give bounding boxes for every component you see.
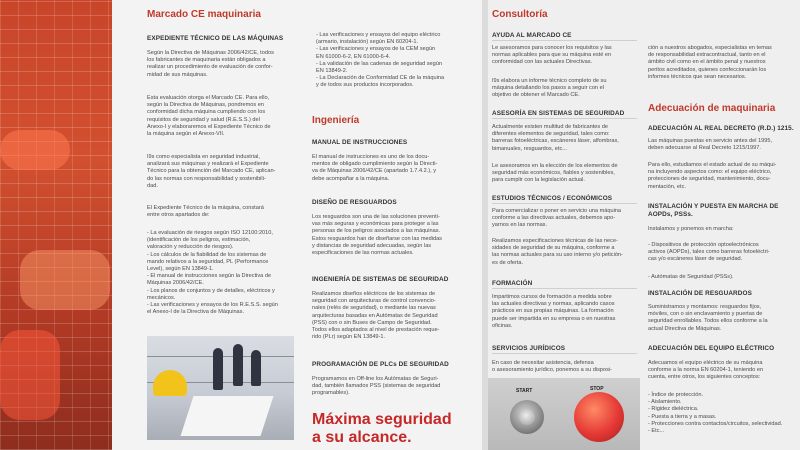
engineers-helmet-photo	[147, 336, 294, 440]
text-list: - Las verificaciones y ensayos del equipo eléctrico (armario, instalación) según EN 60204-1. - Las verificaciones y ensayos de la CEM según EN 61000-6-2, EN 61000-6-4. - La validación de las cadenas de seguridad según EN 13849-2. - La Declaración de Conformidad CE de la máquina y de todos sus productos incorporados.	[316, 32, 445, 89]
heading-ayuda-marcado: AYUDA AL MARCADO CE	[492, 32, 572, 39]
text-block: Los resguardos son una de las soluciones preventi- vas más seguras y económicas para proteger a las personas de los peligros asociados a las máquinas. Estos resguardos han de diseñarse con las medidas y distancias de seguridad adecuadas, según las especificaciones de las normas actuales.	[312, 214, 442, 257]
text-block: El Expediente Técnico de la máquina, constará entre otros apartados de:	[147, 205, 264, 219]
start-label: START	[516, 388, 533, 394]
text-block: ción a nuestros abogados, especialistas en temas de responsabilidad extracontractual, tanto en el ámbito civil como en el ámbito penal y nuestros peritos acreditados, quienes confeccionarán los informes técnicos que sean necesarios.	[648, 45, 772, 80]
heading-instalacion-resguardos: INSTALACIÓN DE RESGUARDOS	[648, 290, 752, 297]
stop-label: STOP	[590, 386, 604, 392]
section-title-adecuacion: Adecuación de maquinaria	[648, 103, 776, 114]
heading-equipo-electrico: ADECUACIÓN DEL EQUIPO ELÉCTRICO	[648, 345, 775, 352]
factory-robot-photo	[0, 0, 112, 450]
heading-sistemas-seguridad: INGENIERÍA DE SISTEMAS DE SEGURIDAD	[312, 276, 449, 283]
text-list: - Índice de protección. - Aislamiento. - Rigidez dieléctrica. - Puesta a tierra y a masas. - Protecciones contra contactos/circuitos, selectividad. - Etc...	[648, 392, 783, 435]
text-block: I9s como especialista en seguridad industrial, analizará sus máquinas y realizará el Expediente Técnico para la obtención del Marcado CE, aplican- do las normas con responsabilidad y sostenibili- dad.	[147, 154, 276, 189]
text-block: El manual de instrucciones es uno de los docu- mentos de obligado cumplimiento según la Directi- va de Máquinas 2006/42/CE (apartado 1.7.4.2.), y debe acompañar a la máquina.	[312, 154, 438, 182]
stop-button-icon	[574, 392, 624, 442]
heading-servicios-juridicos: SERVICIOS JURÍDICOS	[492, 345, 566, 352]
text-block: Programamos en Off-line los Autómatas de Seguri- dad, también llamados PSS (sistemas de seguridad programables).	[312, 376, 441, 397]
text-block: Actualmente existen multitud de fabricantes de diferentes elementos de seguridad, tales como: barreras fotoeléctricas, escáneres láser, alfombras, bimanuales, resguardos, etc...	[492, 124, 619, 152]
text-block: I9s elabora un informe técnico completo de su máquina detallando los pasos a seguir con el objetivo de obtener el Marcado CE.	[492, 78, 607, 99]
heading-programacion-plc: PROGRAMACIÓN DE PLCs DE SEGURIDAD	[312, 361, 449, 368]
start-stop-buttons-photo	[488, 378, 640, 450]
text-block: Para ello, estudiamos el estado actual de su máqui- na incluyendo aspectos como: el equipo eléctrico, protecciones de seguridad, mantenimiento, docu- mentación, etc.	[648, 162, 777, 190]
text-block: Esta evaluación otorga el Marcado CE. Para ello, según la Directiva de Máquinas, pondremos en conformidad dicha máquina cumpliendo con los requisitos de seguridad y salud (R.E.S.S.) del Anexo-I y elaboraremos el Expediente Técnico de la máquina según el Anexo-VII.	[147, 95, 271, 138]
divider	[492, 40, 637, 41]
text-block: Instalamos y ponemos en marcha:	[648, 226, 734, 232]
heading-diseno-resguardos: DISEÑO DE RESGUARDOS	[312, 199, 397, 206]
text-block: Suministramos y montamos: resguardos fijos, móviles, con o sin enclavamiento y puertas de seguridad enrollables. Todos ellos conforme a la actual Directiva de Máquinas.	[648, 304, 768, 332]
divider	[492, 353, 637, 354]
text-list: - La evaluación de riesgos según ISO 12100:2010, (identificación de los peligros, estimación, valoración y reducción de riesgos). - Los cálculos de la fiabilidad de los sistemas de mando relativos a la seguridad, PL (Performance Level), según EN 13849-1. - El manual de instrucciones según la Directiva de Máquinas 2006/42/CE. - Los planos de conjuntos y de detalles, eléctricos y mecánicos. - Las verificaciones y ensayos de los R.E.S.S. según el Anexo-I de la Directiva de Máquinas.	[147, 230, 278, 316]
text-block: Le asesoramos para conocer los requisitos y las normas aplicables para que su máquina esté en conformidad con las actuales Directivas.	[492, 45, 612, 66]
heading-instalacion-aopd: INSTALACIÓN Y PUESTA EN MARCHA DE AOPDs, PSSs.	[648, 203, 779, 218]
heading-real-decreto: ADECUACIÓN AL REAL DECRETO (R.D.) 1215.	[648, 125, 794, 132]
text-block: Las máquinas puestas en servicio antes del 1995, deben adecuarse al Real Decreto 1215/1997.	[648, 138, 773, 152]
text-list: - Autómatas de Seguridad (PSSs).	[648, 274, 734, 280]
heading-manual-instrucciones: MANUAL DE INSTRUCCIONES	[312, 139, 408, 146]
divider	[492, 118, 637, 119]
start-button-icon	[510, 400, 544, 434]
section-title-marcado-ce: Marcado CE maquinaria	[147, 9, 261, 20]
text-block: En caso de necesitar asistencia, defensa o asesoramiento jurídico, ponemos a su disposi-	[492, 360, 613, 374]
text-block: Impartimos cursos de formación a medida sobre las actuales directivas y normas, aplicando casos prácticos en sus propias máquinas. La formación puede ser impartida en su empresa o en nuestras oficinas.	[492, 294, 616, 329]
slogan: Máxima seguridad a su alcance.	[312, 411, 452, 446]
section-title-consultoria: Consultoría	[492, 9, 548, 20]
divider	[492, 203, 637, 204]
divider	[492, 288, 637, 289]
text-block: Realizamos especificaciones técnicas de las nece- sidades de seguridad de su máquina, conforme a las normas actuales para su uso interno y/o petición- es de oferta.	[492, 238, 623, 266]
text-block: Adecuamos el equipo eléctrico de su máquina conforme a la norma EN 60204-1, teniendo en cuenta, entre otros, los siguientes conceptos:	[648, 360, 764, 381]
heading-estudios-tecnicos: ESTUDIOS TÉCNICOS / ECONÓMICOS	[492, 195, 613, 202]
text-block: Según la Directiva de Máquinas 2006/42/CE, todos los fabricantes de maquinaria están obligados a realizar un procedimiento de evaluación de confor- midad de sus máquinas.	[147, 50, 274, 78]
heading-formacion: FORMACIÓN	[492, 280, 533, 287]
section-title-ingenieria: Ingeniería	[312, 115, 360, 126]
text-block: Para comercializar o poner en servicio una máquina conforme a las directivas actuales, debemos apo- yarnos en las normas.	[492, 208, 622, 229]
text-block: Le asesoramos en la elección de los elementos de seguridad más económicos, fiables y sostenibles, para cumplir con la legislación actual.	[492, 163, 618, 184]
text-block: Realizamos diseños eléctricos de los sistemas de seguridad con arquitecturas de control convencio- nales (relés de seguridad), o mediante las nuevas arquitecturas basadas en Autómatas de Seguridad (PSS) con o sin Buses de Campo de Seguridad. Todos ellos adaptados al nivel de prestación reque- rido (PLr) según EN 13849-1.	[312, 291, 440, 341]
heading-expediente-tecnico: EXPEDIENTE TÉCNICO DE LAS MÁQUINAS	[147, 35, 284, 42]
text-list: - Dispositivos de protección optoelectrónicos activos (AOPDs), tales como barreras fotoeléctri- cas y/o escáneres láser de seguridad.	[648, 242, 770, 263]
heading-asesoria-seguridad: ASESORÍA EN SISTEMAS DE SEGURIDAD	[492, 110, 625, 117]
